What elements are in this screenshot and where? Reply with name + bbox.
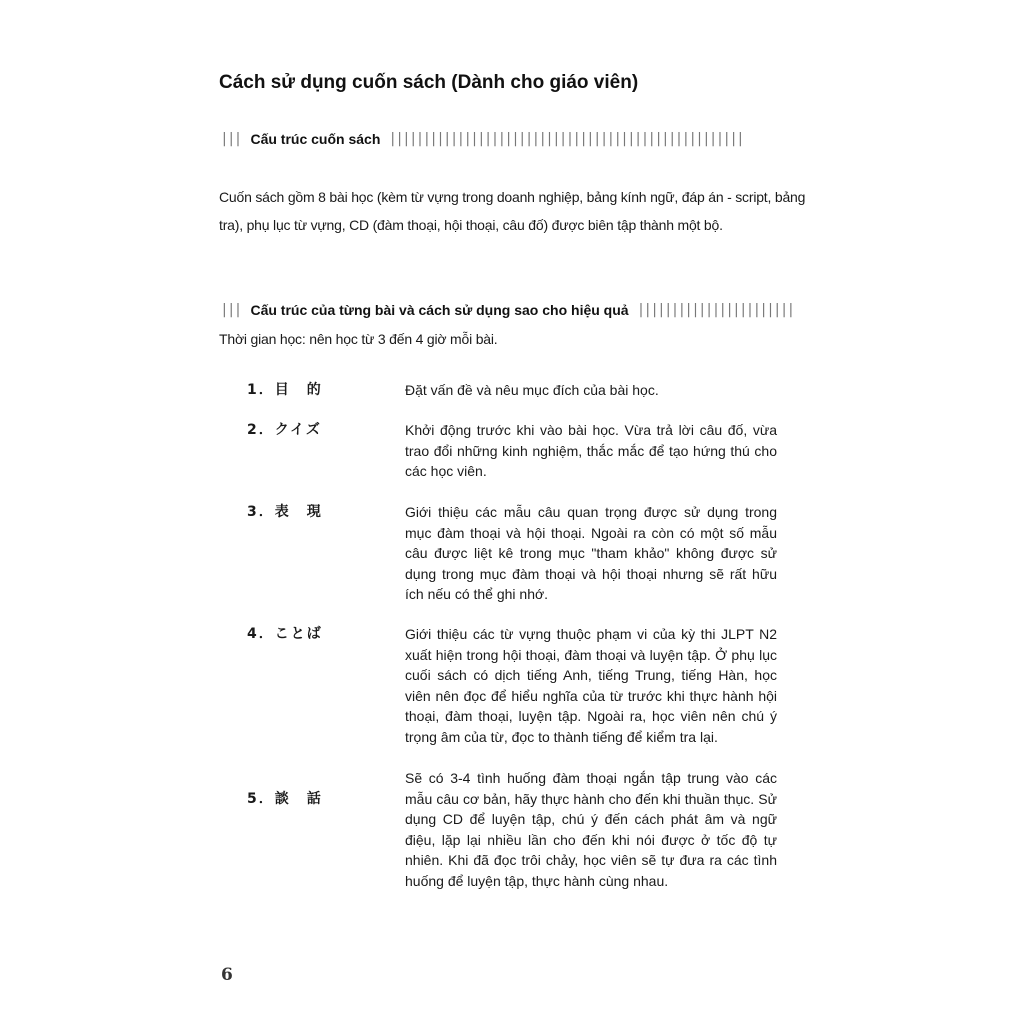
decorative-bars-right: |||||||||||||||||||||||||||||||||||||||||||||||||||| [390,131,745,147]
item-description: Khởi động trước khi vào bài học. Vừa trả lời câu đố, vừa trao đổi những kinh nghiệm, thắc mắc để tạo hứng thú cho các học viên. [405,422,777,479]
page-title: Cách sử dụng cuốn sách (Dành cho giáo viên) [219,72,639,93]
page-number: 6 [221,965,233,985]
item-label: 3．表 現 [247,504,323,520]
section-heading-lesson [222,299,795,321]
section-heading-label: Cấu trúc cuốn sách [250,131,381,147]
structure-paragraph: Cuốn sách gồm 8 bài học (kèm từ vựng trong doanh nghiệp, bảng kính ngữ, đáp án - script, bảng tra), phụ lục từ vựng, CD (đàm thoại, hội thoại, câu đố) được biên tập thành một bộ. [219,189,806,233]
decorative-bars-left: ||| [222,302,243,318]
section-heading-label: Cấu trúc của từng bài và cách sử dụng sao cho hiệu quả [250,302,629,318]
section-heading-structure [222,128,745,150]
item-label: 2．クイズ [247,422,322,438]
item-description: Sẽ có 3-4 tình huống đàm thoại ngắn tập trung vào các mẫu câu cơ bản, hãy thực hành cho đến khi thuần thục. Sử dụng CD để luyện tập, chú ý đến cách phát âm và ngữ điệu, lặp lại nhiều lần cho đến khi nói được ở tốc độ tự nhiên. Khi đã đọc trôi chảy, học viên sẽ tự đưa ra các tình huống để luyện tập, thực hành cùng nhau. [405,770,777,889]
item-label: 5．談 話 [247,791,323,807]
item-description: Giới thiệu các mẫu câu quan trọng được sử dụng trong mục đàm thoại và hội thoại. Ngoài ra còn có một số mẫu câu được liệt kê trong mục "tham khảo" không được sử dụng trong mục đàm thoại và hội thoại nhưng sẽ rất hữu ích nếu có thể ghi nhớ. [405,504,777,602]
item-description: Đặt vấn đề và nêu mục đích của bài học. [405,382,659,398]
decorative-bars-right: ||||||||||||||||||||||| [638,302,796,318]
study-time-paragraph: Thời gian học: nên học từ 3 đến 4 giờ mỗi bài. [219,331,498,347]
item-description: Giới thiệu các từ vựng thuộc phạm vi của kỳ thi JLPT N2 xuất hiện trong hội thoại, đàm thoại và luyện tập. Ở phụ lục cuối sách có dịch tiếng Anh, tiếng Trung, tiếng Hàn, học viên nên đọc để hiểu nghĩa của từ trước khi thực hành hội thoại, đàm thoại, luyện tập. Ngoài ra, học viên nên chú ý trọng âm của từ, đọc to thành tiếng để kiểm tra lại. [405,626,777,745]
item-label: 4．ことば [247,626,323,642]
item-label: 1．目 的 [247,382,323,398]
decorative-bars-left: ||| [222,131,243,147]
